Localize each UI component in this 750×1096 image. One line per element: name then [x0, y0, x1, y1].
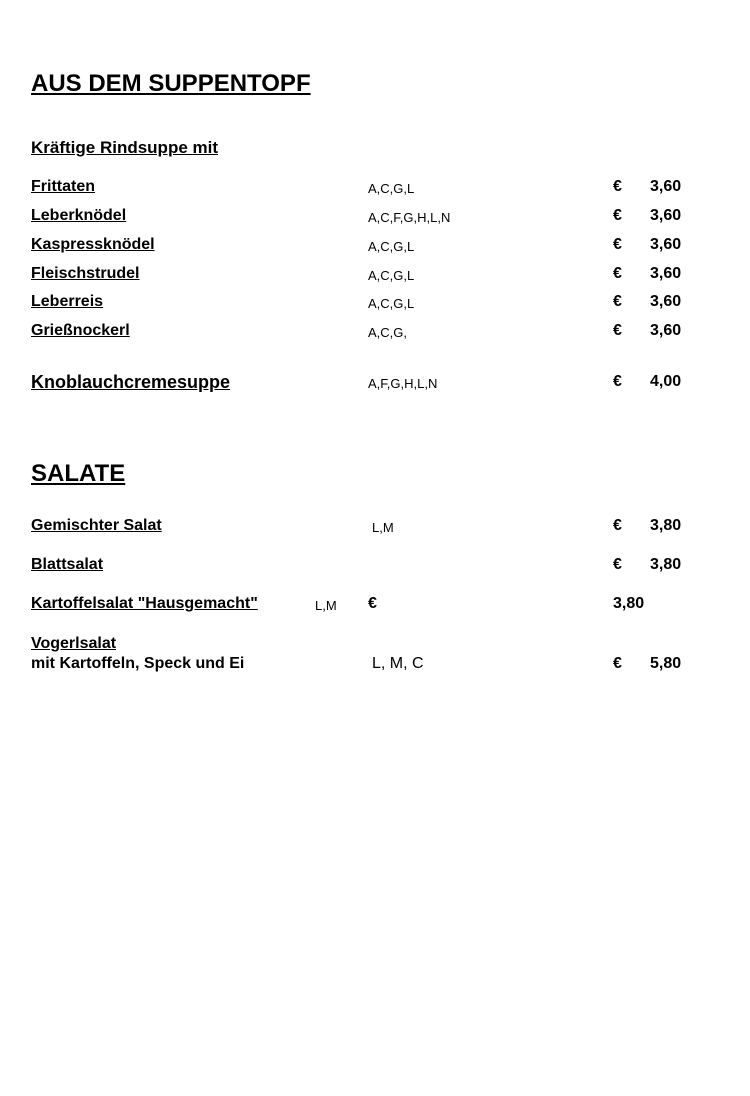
- currency-symbol: €: [613, 178, 622, 195]
- menu-item-name: Knoblauchcremesuppe: [31, 372, 231, 392]
- menu-item-name: Leberknödel: [31, 207, 127, 224]
- menu-item-name: Kaspressknödel: [31, 236, 155, 253]
- menu-item-price: 3,60: [650, 178, 682, 195]
- menu-item-name: Leberreis: [31, 293, 104, 310]
- subheading-rindsuppe: Kräftige Rindsuppe mit: [31, 138, 219, 157]
- menu-item-allergens: A,C,G,L: [368, 181, 415, 196]
- menu-item-price: 5,80: [650, 655, 682, 672]
- currency-symbol: €: [613, 517, 622, 534]
- currency-symbol: €: [613, 265, 622, 282]
- currency-symbol: €: [613, 236, 622, 253]
- menu-item-allergens: A,C,G,: [368, 325, 408, 340]
- menu-item-name: Gemischter Salat: [31, 517, 162, 534]
- menu-item-price: 3,80: [613, 595, 645, 612]
- section-heading-salate: SALATE: [31, 460, 126, 487]
- menu-item-price: 3,60: [650, 236, 682, 253]
- menu-item-price: 3,60: [650, 265, 682, 282]
- currency-symbol: €: [613, 207, 622, 224]
- menu-item-allergens: L, M, C: [372, 655, 424, 672]
- menu-item-price: 4,00: [650, 373, 682, 390]
- menu-item-price: 3,80: [650, 517, 682, 534]
- currency-symbol: €: [613, 655, 622, 672]
- section-heading-suppen: AUS DEM SUPPENTOPF: [31, 70, 311, 97]
- currency-symbol: €: [613, 373, 622, 390]
- menu-item-name: Grießnockerl: [31, 322, 130, 339]
- menu-item-name: Kartoffelsalat "Hausgemacht": [31, 595, 258, 612]
- menu-item-price: 3,60: [650, 207, 682, 224]
- menu-item-name: Fleischstrudel: [31, 265, 140, 282]
- menu-item-price: 3,60: [650, 293, 682, 310]
- menu-item-allergens: A,C,G,L: [368, 296, 415, 311]
- menu-item-name: Blattsalat: [31, 556, 104, 573]
- menu-item-name: Vogerlsalat: [31, 635, 117, 652]
- currency-symbol: €: [368, 595, 377, 612]
- menu-item-allergens: A,C,F,G,H,L,N: [368, 210, 451, 225]
- currency-symbol: €: [613, 556, 622, 573]
- menu-item-allergens: A,C,G,L: [368, 239, 415, 254]
- menu-item-price: 3,60: [650, 322, 682, 339]
- currency-symbol: €: [613, 293, 622, 310]
- menu-item-allergens: L,M: [315, 598, 337, 613]
- menu-item-allergens: A,F,G,H,L,N: [368, 376, 438, 391]
- menu-item-description: mit Kartoffeln, Speck und Ei: [31, 655, 245, 672]
- menu-item-allergens: L,M: [372, 520, 394, 535]
- currency-symbol: €: [613, 322, 622, 339]
- menu-item-allergens: A,C,G,L: [368, 268, 415, 283]
- menu-item-name: Frittaten: [31, 178, 95, 195]
- menu-item-price: 3,80: [650, 556, 682, 573]
